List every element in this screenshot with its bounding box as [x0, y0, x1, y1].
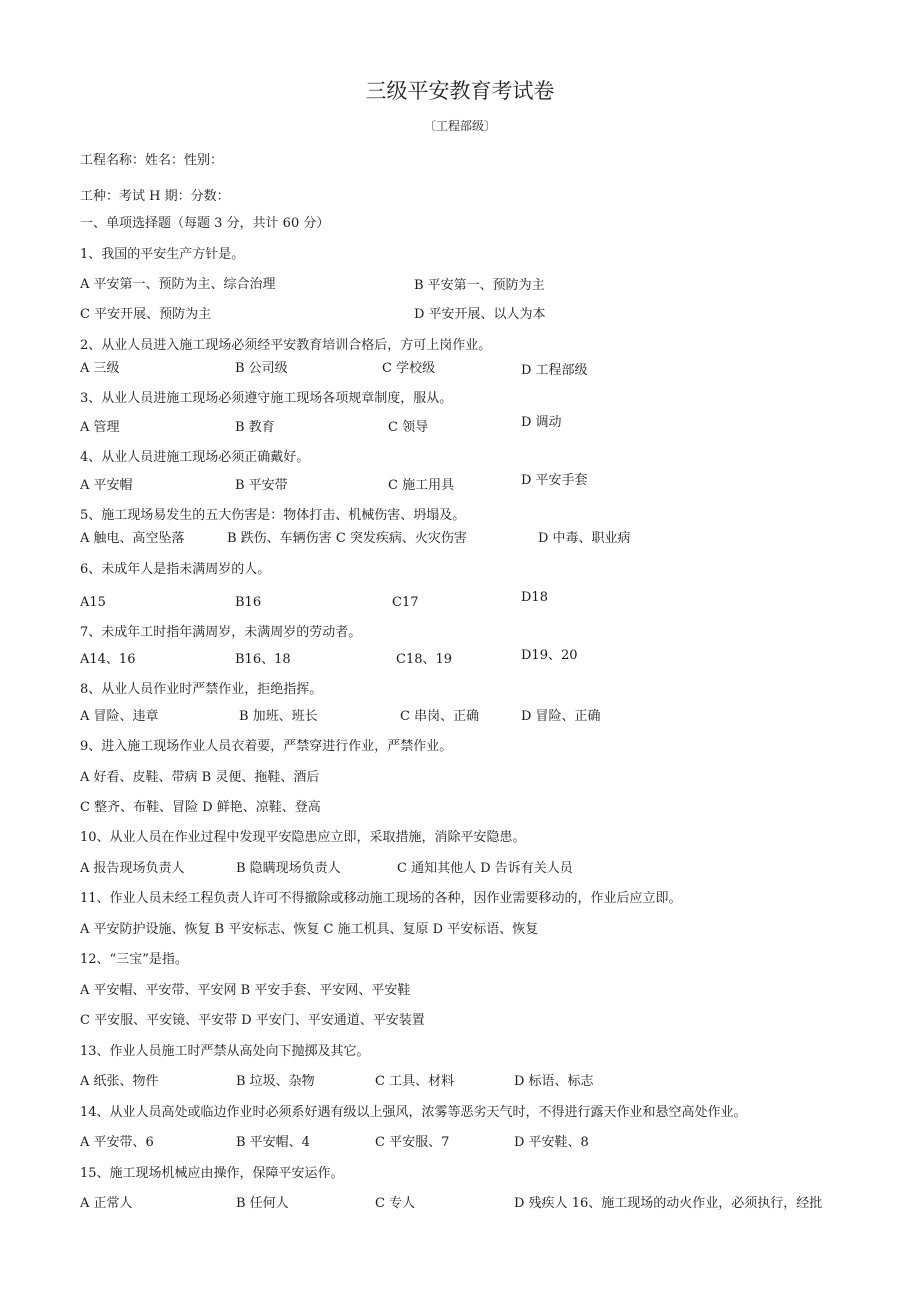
section-heading: 一、单项选择题（每题 3 分，共计 60 分）	[80, 216, 330, 231]
option-15d: D 残疾人 16、施工现场的动火作业，必须执行，经批	[514, 1196, 823, 1211]
question-1: 1、我国的平安生产方针是。	[80, 247, 245, 262]
option-5a: A 触电、高空坠落	[80, 531, 185, 546]
option-3d: D 调动	[521, 415, 562, 430]
option-9cd: C 整齐、布鞋、冒险 D 鲜艳、凉鞋、登高	[80, 800, 321, 815]
option-6c: C17	[392, 595, 419, 610]
question-9: 9、进入施工现场作业人员衣着要，严禁穿进行作业，严禁作业。	[80, 739, 453, 754]
option-13a: A 纸张、物件	[80, 1074, 159, 1089]
question-15: 15、施工现场机械应由操作，保障平安运作。	[80, 1166, 344, 1181]
question-2: 2、从业人员进入施工现场必须经平安教育培训合格后，方可上岗作业。	[80, 338, 492, 353]
question-8: 8、从业人员作业时严禁作业，拒绝指挥。	[80, 682, 323, 697]
option-9ab: A 好看、皮鞋、带病 B 灵便、拖鞋、酒后	[80, 770, 320, 785]
option-14d: D 平安鞋、8	[514, 1135, 589, 1150]
option-15b: B 任何人	[236, 1196, 289, 1211]
option-6d: D18	[521, 590, 548, 605]
page-subtitle: 〔工程部级〕	[423, 119, 496, 133]
question-6: 6、未成年人是指未满周岁的人。	[80, 562, 271, 577]
option-10b: B 隐瞒现场负责人	[236, 861, 341, 876]
option-2d: D 工程部级	[521, 363, 588, 378]
option-8c: C 串岗、正确	[400, 709, 480, 724]
option-4b: B 平安带	[235, 478, 288, 493]
option-13b: B 垃圾、杂物	[236, 1074, 315, 1089]
option-8d: D 冒险、正确	[521, 709, 601, 724]
option-1d: D 平安开展、以人为本	[414, 307, 546, 322]
option-13d: D 标语、标志	[514, 1074, 594, 1089]
question-3: 3、从业人员进施工现场必须遵守施工现场各项规章制度，服从。	[80, 391, 453, 406]
option-7d: D19、20	[521, 648, 578, 663]
question-13: 13、作业人员施工时严禁从高处向下抛掷及其它。	[80, 1044, 370, 1059]
option-15c: C 专人	[375, 1196, 416, 1211]
option-2b: B 公司级	[235, 361, 288, 376]
option-10a: A 报告现场负责人	[80, 861, 185, 876]
option-3a: A 管理	[80, 420, 120, 435]
info-line-exam: 工种：考试 H 期：分数：	[80, 189, 230, 204]
question-4: 4、从业人员进施工现场必须正确戴好。	[80, 450, 310, 465]
option-1b: B 平安第一、预防为主	[414, 278, 545, 293]
option-12cd: C 平安服、平安镜、平安带 D 平安门、平安通道、平安装置	[80, 1013, 425, 1028]
info-line-project: 工程名称：姓名：性别：	[80, 153, 224, 168]
option-14b: B 平安帽、4	[236, 1135, 310, 1150]
question-11: 11、作业人员未经工程负责人许可不得撤除或移动施工现场的各种，因作业需要移动的，作业后应立即。	[80, 891, 682, 906]
option-14c: C 平安服、7	[375, 1135, 450, 1150]
option-2a: A 三级	[80, 361, 120, 376]
option-15a: A 正常人	[80, 1196, 133, 1211]
option-1a: A 平安第一、预防为主、综合治理	[80, 277, 276, 292]
option-14a: A 平安带、6	[80, 1135, 154, 1150]
option-6a: A15	[80, 595, 106, 610]
option-8a: A 冒险、违章	[80, 709, 159, 724]
option-4d: D 平安手套	[521, 473, 588, 488]
option-13c: C 工具、材料	[375, 1074, 455, 1089]
option-5bc: B 跌伤、车辆伤害 C 突发疾病、火灾伤害	[227, 531, 467, 546]
page-title: 三级平安教育考试卷	[365, 79, 555, 103]
option-11abcd: A 平安防护设施、恢复 B 平安标志、恢复 C 施工机具、复原 D 平安标语、恢复	[80, 922, 539, 937]
question-14: 14、从业人员高处或临边作业时必须系好遇有级以上强风，浓雾等恶劣天气时，不得进行露天作业和悬空高处作业。	[80, 1105, 747, 1120]
option-6b: B16	[235, 595, 262, 610]
question-10: 10、从业人员在作业过程中发现平安隐患应立即，采取措施，消除平安隐患。	[80, 830, 526, 845]
question-7: 7、未成年工时指年满周岁，未满周岁的劳动者。	[80, 625, 362, 640]
option-7a: A14、16	[80, 652, 136, 667]
question-12: 12、“三宝”是指。	[80, 952, 188, 967]
option-8b: B 加班、班长	[239, 709, 318, 724]
option-7b: B16、18	[235, 652, 291, 667]
option-7c: C18、19	[396, 652, 453, 667]
option-5d: D 中毒、职业病	[538, 531, 631, 546]
question-5: 5、施工现场易发生的五大伤害是：物体打击、机械伤害、坍塌及。	[80, 508, 466, 523]
option-4a: A 平安帽	[80, 478, 133, 493]
option-10cd: C 通知其他人 D 告诉有关人员	[397, 861, 573, 876]
option-3c: C 领导	[388, 420, 429, 435]
option-1c: C 平安开展、预防为主	[80, 307, 212, 322]
option-2c: C 学校级	[382, 361, 436, 376]
option-3b: B 教育	[235, 420, 275, 435]
option-12ab: A 平安帽、平安带、平安网 B 平安手套、平安网、平安鞋	[80, 983, 411, 998]
option-4c: C 施工用具	[388, 478, 455, 493]
